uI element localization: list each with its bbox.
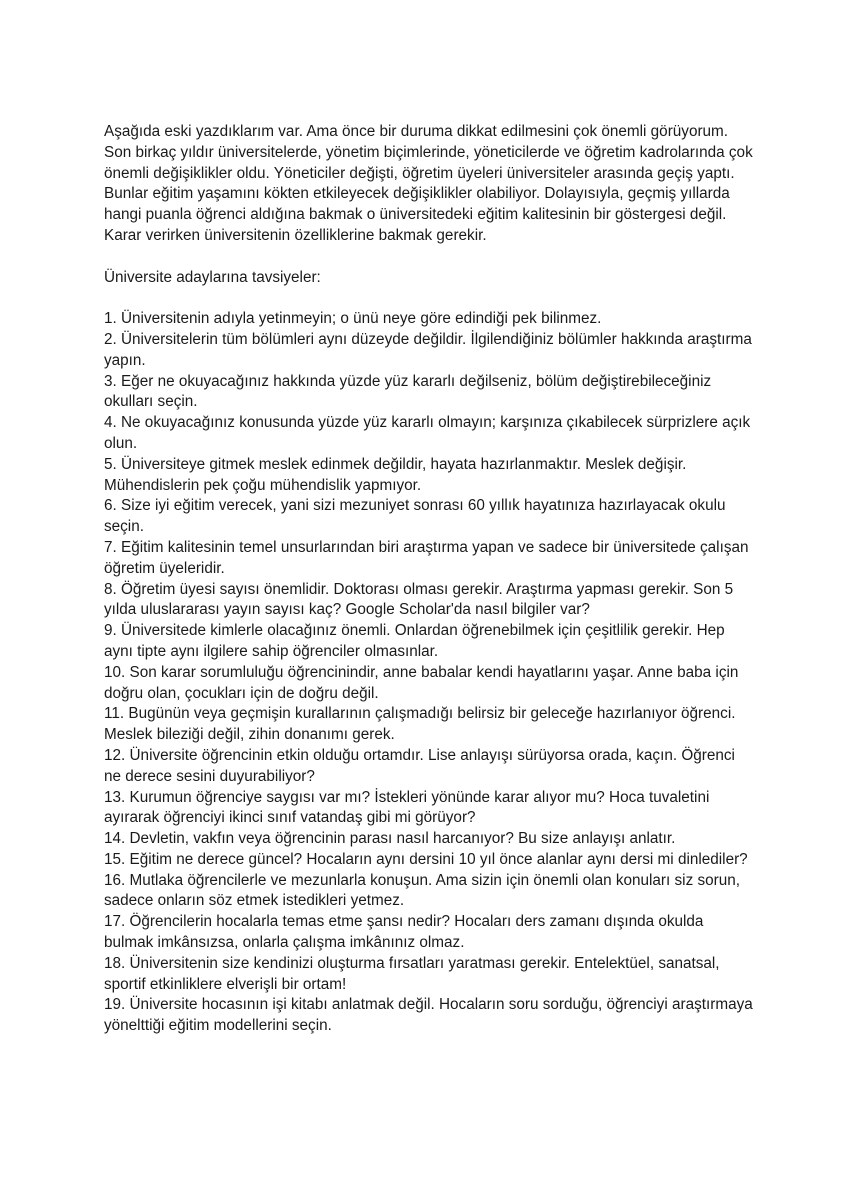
list-item: 8. Öğretim üyesi sayısı önemlidir. Doktorası olması gerekir. Araştırma yapması gerekir. Son 5 yılda uluslararası yayın sayısı kaç? Google Scholar'da nasıl bilgiler var?	[104, 580, 734, 619]
list-item: 9. Üniversitede kimlerle olacağınız önemli. Onlardan öğrenebilmek için çeşitlilik gerekir. Hep aynı tipte aynı ilgilere sahip öğrenciler olmasınlar.	[104, 622, 725, 660]
list-item: 17. Öğrencilerin hocalarla temas etme şansı nedir? Hocaları ders zamanı dışında okulda bulmak imkânsızsa, onlarla çalışma imkânınız olmaz.	[104, 913, 704, 952]
advice-list	[104, 309, 754, 1037]
list-item: 3. Eğer ne okuyacağınız hakkında yüzde yüz kararlı değilseniz, bölüm değiştirebileceğiniz okulları seçin.	[104, 372, 712, 411]
list-item: 19. Üniversite hocasının işi kitabı anlatmak değil. Hocaların soru sorduğu, öğrenciyi araştırmaya yönelttiği eğitim modellerini seçin.	[104, 996, 753, 1035]
list-item: 16. Mutlaka öğrencilerle ve mezunlarla konuşun. Ama sizin için önemli olan konuları siz sorun, sadece onların söz etmek istedikleri yetmez.	[104, 871, 740, 910]
list-item: 1. Üniversitenin adıyla yetinmeyin; o ünü neye göre edindiği pek bilinmez.	[104, 310, 602, 328]
document-page	[104, 122, 754, 1037]
list-item: 14. Devletin, vakfın veya öğrencinin parası nasıl harcanıyor? Bu size anlayışı anlatır.	[104, 830, 676, 848]
list-item: 7. Eğitim kalitesinin temel unsurlarından biri araştırma yapan ve sadece bir üniversitede çalışan öğretim üyeleridir.	[104, 538, 749, 577]
list-item: 13. Kurumun öğrenciye saygısı var mı? İstekleri yönünde karar alıyor mu? Hoca tuvaletini ayırarak öğrenciyi ikinci sınıf vatandaş gibi mi görüyor?	[104, 788, 710, 827]
list-item: 5. Üniversiteye gitmek meslek edinmek değildir, hayata hazırlanmaktır. Meslek değişir. Mühendislerin pek çoğu mühendislik yapmıyor.	[104, 455, 687, 494]
list-item: 11. Bugünün veya geçmişin kurallarının çalışmadığı belirsiz bir geleceğe hazırlanıyor öğrenci. Meslek bileziği değil, zihin donanımı gerek.	[104, 705, 736, 744]
intro-paragraph: Aşağıda eski yazdıklarım var. Ama önce bir duruma dikkat edilmesini çok önemli görüyorum. Son birkaç yıldır üniversitelerde, yönetim biçimlerinde, yöneticilerde ve öğretim kadrolarında çok önemli değişiklikler oldu. Yöneticiler değişti, öğretim üyeleri üniversiteler arasında geçiş yaptı. Bunlar eğitim yaşamını kökten etkileyecek değişiklikler olabiliyor. Dolayısıyla, geçmiş yıllarda hangi puanla öğrenci aldığına bakmak o üniversitedeki eğitim kalitesinin bir göstergesi değil. Karar verirken üniversitenin özelliklerine bakmak gerekir.	[104, 123, 753, 244]
list-item: 12. Üniversite öğrencinin etkin olduğu ortamdır. Lise anlayışı sürüyorsa orada, kaçın. Öğrenci ne derece sesini duyurabiliyor?	[104, 746, 735, 785]
list-item: 6. Size iyi eğitim verecek, yani sizi mezuniyet sonrası 60 yıllık hayatınıza hazırlayacak okulu seçin.	[104, 497, 726, 536]
list-item: 18. Üniversitenin size kendinizi oluşturma fırsatları yaratması gerekir. Entelektüel, sanatsal, sportif etkinliklere elverişli bir ortam!	[104, 954, 720, 993]
list-item: 15. Eğitim ne derece güncel? Hocaların aynı dersini 10 yıl önce alanlar aynı dersi mi dinlediler?	[104, 850, 748, 868]
list-item: 4. Ne okuyacağınız konusunda yüzde yüz kararlı olmayın; karşınıza çıkabilecek sürprizlere açık olun.	[104, 414, 751, 452]
list-item: 2. Üniversitelerin tüm bölümleri aynı düzeyde değildir. İlgilendiğiniz bölümler hakkında araştırma yapın.	[104, 330, 752, 369]
list-item: 10. Son karar sorumluluğu öğrencinindir, anne babalar kendi hayatlarını yaşar. Anne baba için doğru olan, çocukları için de doğru değil.	[104, 663, 739, 702]
advice-heading: Üniversite adaylarına tavsiyeler:	[104, 268, 321, 286]
